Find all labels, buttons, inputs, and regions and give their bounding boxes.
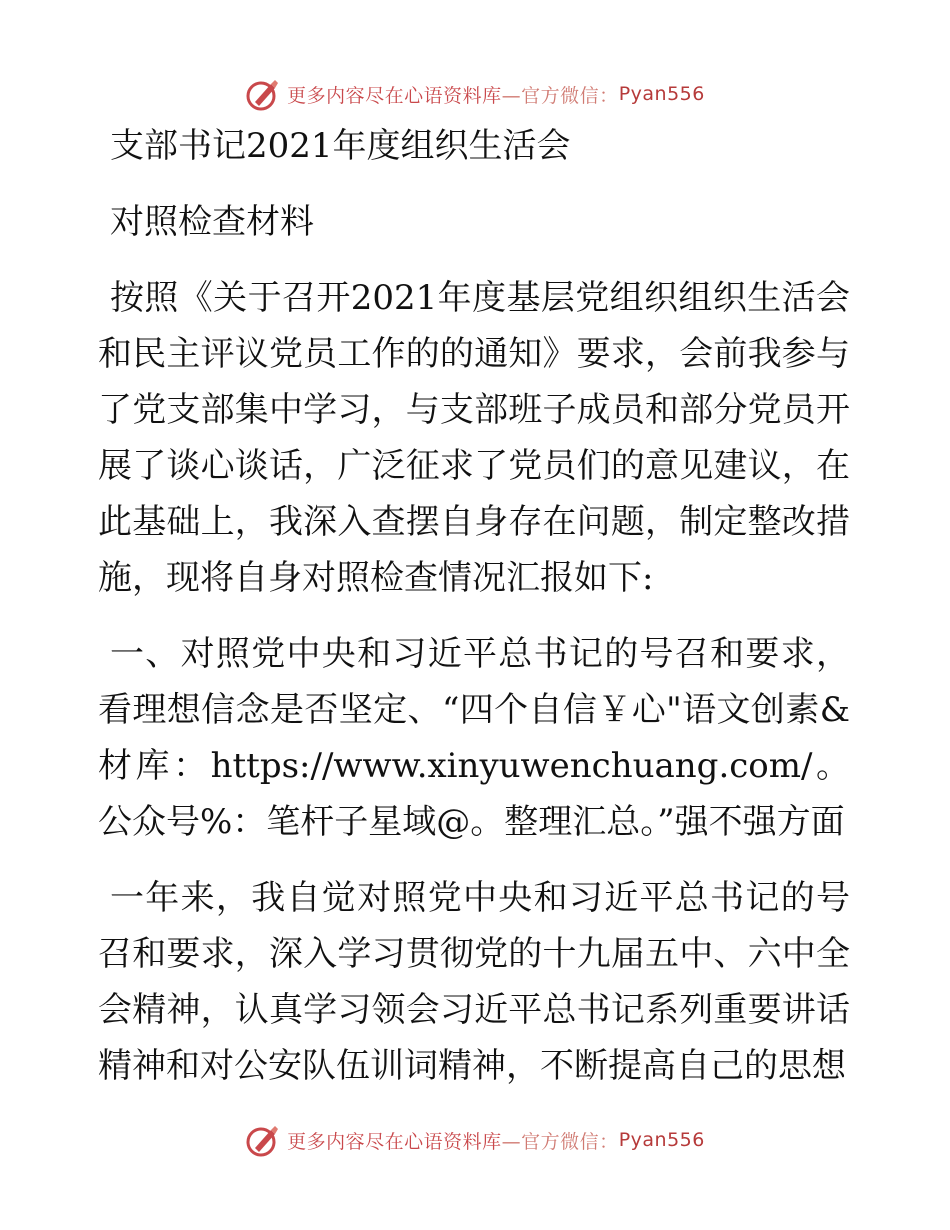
watermark-wechat-id: Pyan556 bbox=[618, 1129, 705, 1151]
document-title: 支部书记2021年度组织生活会 bbox=[110, 126, 571, 166]
section-one-heading: 一、对照党中央和习近平总书记的号召和要求，看理想信念是否坚定、“四个自信￥心"语文创素&材库：https://www.xinyuwenchuang.com/。公众号%：笔杆子星域@。整理汇总。”强不强方面 bbox=[98, 634, 850, 842]
watermark-header bbox=[0, 72, 950, 116]
watermark-text-official: —官方微信： bbox=[501, 84, 619, 107]
document-body bbox=[98, 118, 850, 1094]
watermark-text-main: 更多内容尽在心语资料库 bbox=[287, 1130, 502, 1153]
watermark-footer bbox=[0, 1118, 950, 1162]
watermark-wechat-id: Pyan556 bbox=[618, 83, 705, 105]
intro-paragraph: 按照《关于召开2021年度基层党组织组织生活会和民主评议党员工作的的通知》要求，会前我参与了党支部集中学习，与支部班子成员和部分党员开展了谈心谈话，广泛征求了党员们的意见建议，在此基础上，我深入查摆自身存在问题，制定整改措施，现将自身对照检查情况汇报如下: bbox=[98, 278, 850, 598]
watermark-text-main: 更多内容尽在心语资料库 bbox=[287, 84, 502, 107]
watermark-text-official: —官方微信： bbox=[501, 1130, 619, 1153]
pen-logo-icon bbox=[245, 1122, 281, 1158]
section-one-paragraph: 一年来，我自觉对照党中央和习近平总书记的号召和要求，深入学习贯彻党的十九届五中、六中全会精神，认真学习领会习近平总书记系列重要讲话精神和对公安队伍训词精神，不断提高自己的思想 bbox=[98, 878, 850, 1086]
document-subtitle: 对照检查材料 bbox=[110, 202, 314, 242]
pen-logo-icon bbox=[245, 76, 281, 112]
